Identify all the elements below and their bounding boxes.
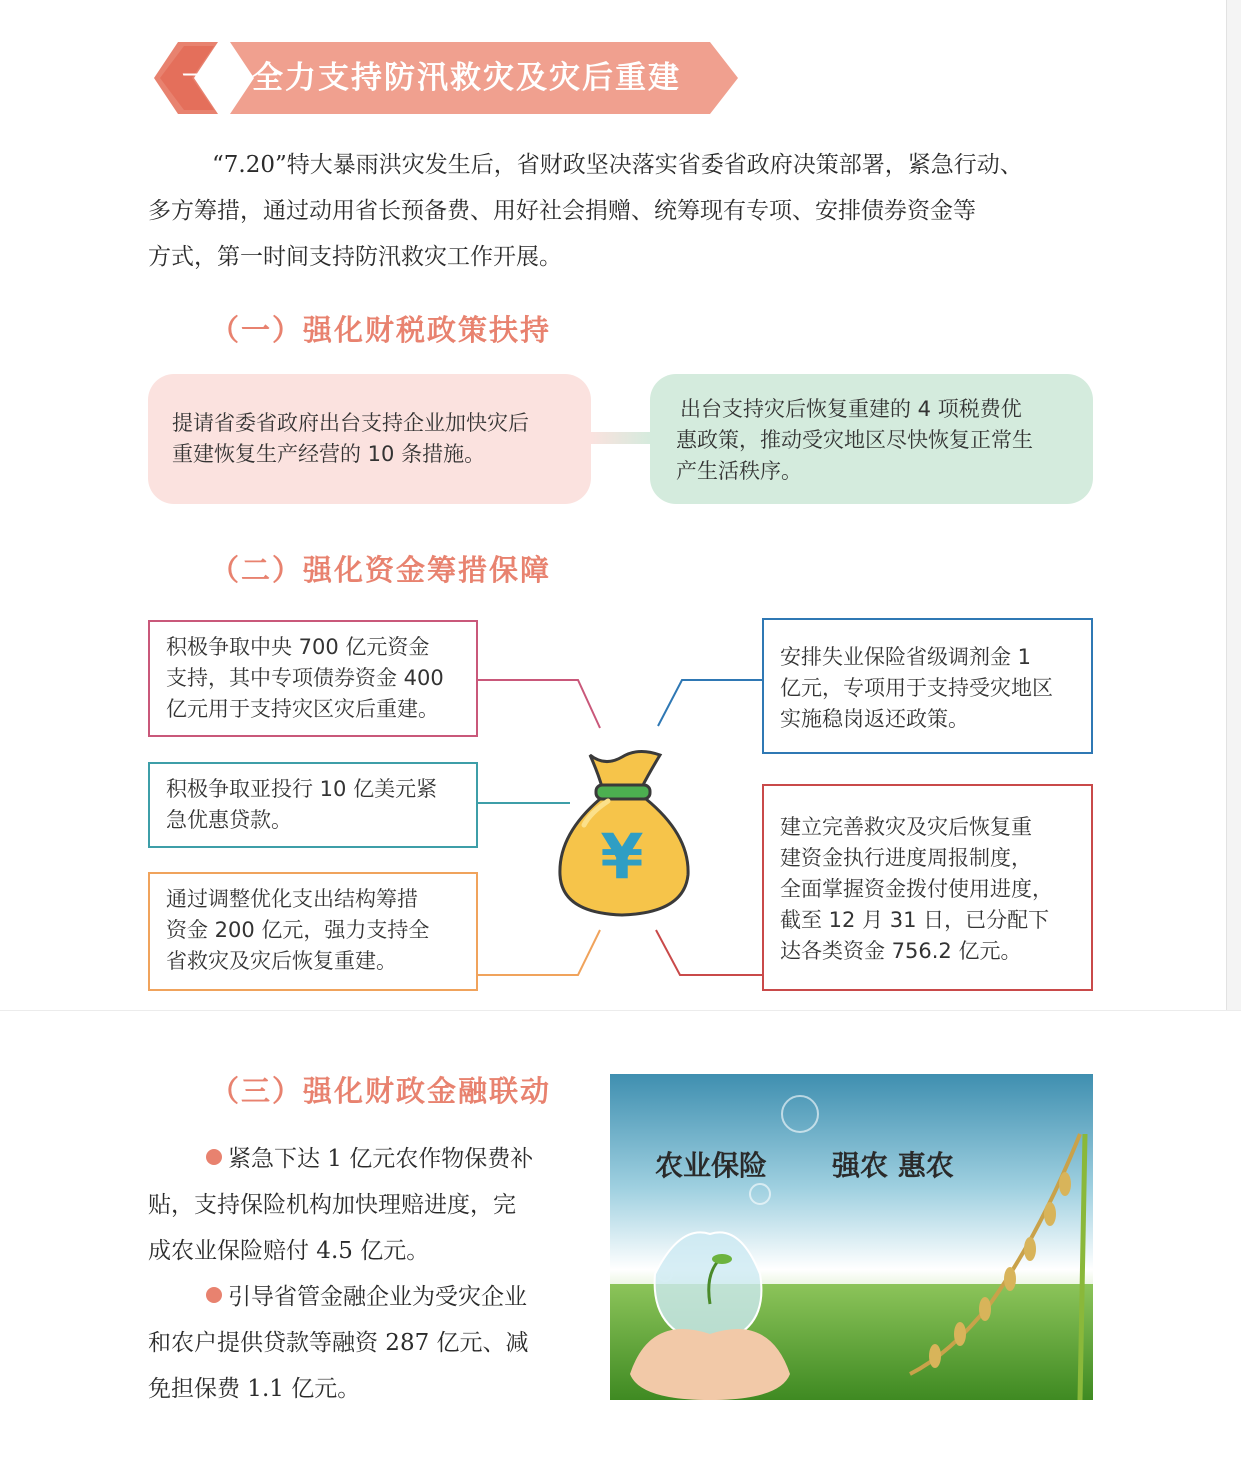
fund-box-aiib (148, 762, 478, 848)
fund-box-aiib-line-2: 急优惠贷款。 (166, 808, 292, 832)
fund-box-insurance-line-1: 安排失业保险省级调剂金 1 (780, 645, 1032, 669)
fund-box-insurance-line-3: 实施稳岗返还政策。 (780, 707, 969, 731)
banner-title: 全力支持防汛救灾及灾后重建 (252, 60, 681, 96)
fund-box-central-line-3: 亿元用于支持灾区灾后重建。 (166, 697, 439, 721)
intro-line-2: 多方筹措，通过动用省长预备费、用好社会捐赠、统筹现有专项、安排债券资金等 (148, 198, 976, 224)
bullet-dot-2 (206, 1287, 222, 1303)
policy-pill-right (650, 374, 1093, 504)
section1-heading: （一）强化财税政策扶持 (210, 313, 552, 347)
fund-box-budget (148, 872, 478, 991)
fund-box-report-line-3: 全面掌握资金拨付使用进度， (780, 877, 1053, 901)
policy-pill-left (148, 374, 591, 504)
fund-box-budget-line-1: 通过调整优化支出结构筹措 (166, 887, 418, 911)
fund-box-central-line-2: 支持，其中专项债券资金 400 (166, 666, 444, 690)
intro-line-3: 方式，第一时间支持防汛救灾工作开展。 (148, 244, 562, 270)
pill-right-line-3: 产生活秩序。 (676, 459, 802, 483)
photo-title-slogan: 强农 惠农 (832, 1149, 954, 1182)
bullet-dot-1 (206, 1149, 222, 1165)
bullet-2-line-3: 免担保费 1.1 亿元。 (148, 1376, 361, 1402)
section2-heading: （二）强化资金筹措保障 (210, 553, 552, 587)
bullet-2-line-1: 引导省管金融企业为受灾企业 (228, 1284, 527, 1310)
fund-box-report-line-1: 建立完善救灾及灾后恢复重 (780, 815, 1032, 839)
fund-box-aiib-line-1: 积极争取亚投行 10 亿美元紧 (166, 777, 438, 801)
fund-box-report-line-2: 建资金执行进度周报制度， (780, 846, 1032, 870)
money-bag-icon (550, 745, 695, 920)
bullet-1 (148, 1136, 588, 1274)
fund-box-central-line-1: 积极争取中央 700 亿元资金 (166, 635, 430, 659)
pill-left-line-2: 重建恢复生产经营的 10 条措施。 (172, 442, 486, 466)
bag-yen-symbol: ¥ (600, 820, 644, 893)
bullet-2-line-2: 和农户提供贷款等融资 287 亿元、减 (148, 1330, 529, 1356)
pill-right-line-1: 出台支持灾后恢复重建的 4 项税费优 (680, 397, 1022, 421)
bullet-2 (148, 1274, 588, 1412)
pill-left-line-1: 提请省委省政府出台支持企业加快灾后 (172, 411, 529, 435)
fund-box-budget-line-3: 省救灾及灾后恢复重建。 (166, 949, 397, 973)
fund-box-report-line-4: 截至 12 月 31 日，已分配下 (780, 908, 1050, 932)
pill-connector (590, 432, 652, 444)
agriculture-insurance-photo (610, 1074, 1093, 1400)
banner-number: 一 (182, 60, 212, 95)
fund-box-report (762, 784, 1093, 991)
fund-box-budget-line-2: 资金 200 亿元，强力支持全 (166, 918, 430, 942)
section3-heading: （三）强化财政金融联动 (210, 1074, 552, 1108)
photo-title-insurance: 农业保险 (655, 1149, 768, 1182)
bullet-1-line-3: 成农业保险赔付 4.5 亿元。 (148, 1238, 430, 1264)
fund-box-central (148, 620, 478, 737)
fund-box-insurance (762, 618, 1093, 754)
fund-box-report-line-5: 达各类资金 756.2 亿元。 (780, 939, 1022, 963)
intro-line-1: “7.20”特大暴雨洪灾发生后，省财政坚决落实省委省政府决策部署，紧急行动、 (212, 152, 1023, 178)
page-edge (1226, 0, 1241, 1010)
fund-box-insurance-line-2: 亿元，专项用于支持受灾地区 (780, 676, 1053, 700)
bullet-1-line-2: 贴，支持保险机构加快理赔进度，完 (148, 1192, 516, 1218)
bullet-1-line-1: 紧急下达 1 亿元农作物保费补 (228, 1146, 534, 1172)
pill-right-line-2: 惠政策，推动受灾地区尽快恢复正常生 (676, 428, 1033, 452)
page-divider (0, 1010, 1241, 1011)
field-scene-icon (610, 1074, 1093, 1400)
